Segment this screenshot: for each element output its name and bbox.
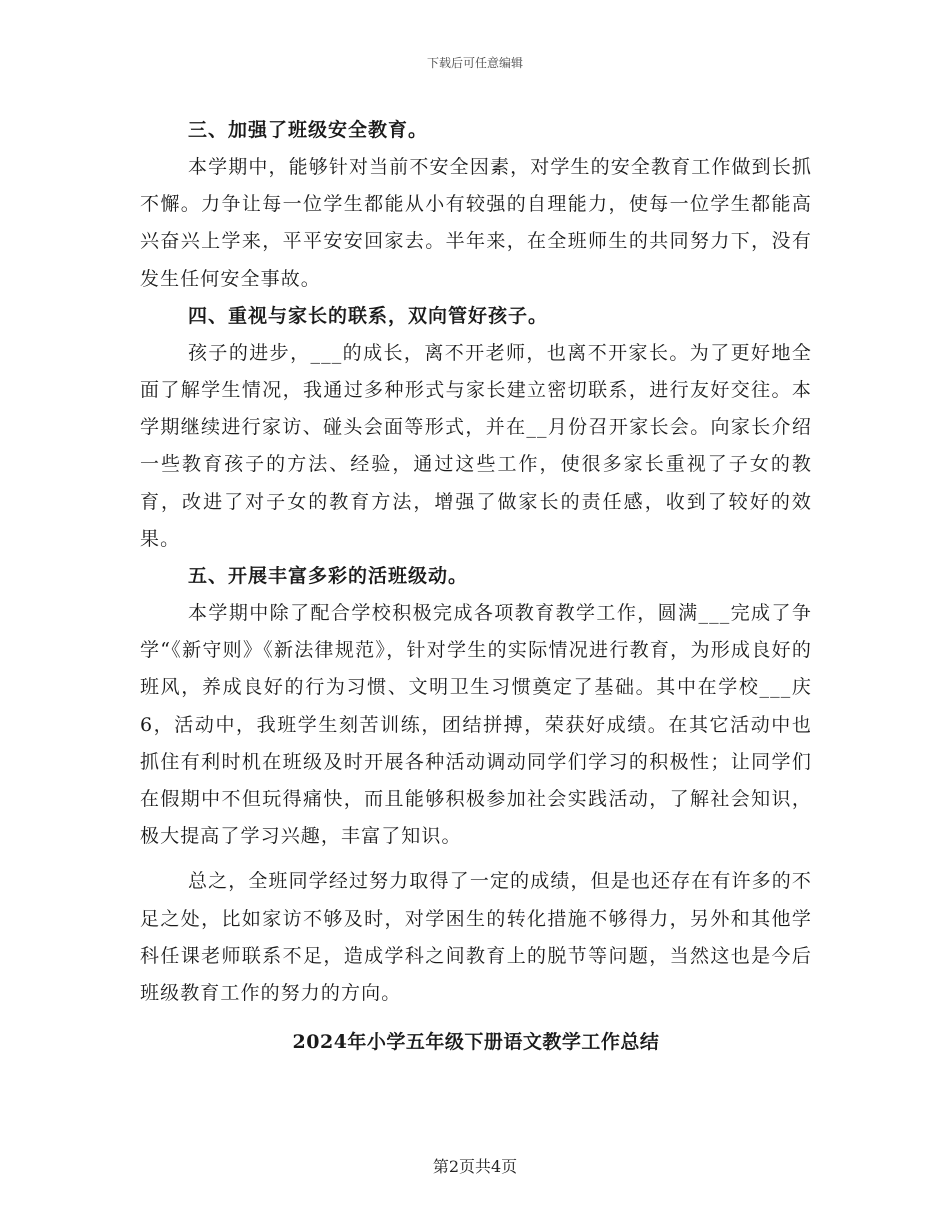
- conclusion-paragraph: 总之，全班同学经过努力取得了一定的成绩，但是也还存在有许多的不足之处，比如家访不够及时，对学困生的转化措施不够得力，另外和其他学科任课老师联系不足，造成学科之间教育上的脱节等问题，当然这也是今后班级教育工作的努力的方向。: [140, 870, 812, 1005]
- section-paragraph: 本学期中除了配合学校积极完成各项教育教学工作，圆满___完成了争学“《新守则》《新法律规范》，针对学生的实际情况进行教育，为形成良好的班风，养成良好的行为习惯、文明卫生习惯奠定了基础。其中在学校___庆6，活动中，我班学生刻苦训练，团结拼搏，荣获好成绩。在其它活动中也抓住有利时机在班级及时开展各种活动调动同学们学习的积极性；让同学们在假期中不但玩得痛快，而且能够积极参加社会实践活动，了解社会知识，极大提高了学习兴趣，丰富了知识。: [140, 602, 812, 848]
- section-heading: 四、重视与家长的联系，双向管好孩子。: [188, 304, 549, 327]
- next-document-title: 2024年小学五年级下册语文教学工作总结: [292, 1031, 660, 1054]
- section-heading: 三、加强了班级安全教育。: [188, 119, 429, 141]
- section-paragraph: 孩子的进步，___的成长，离不开老师，也离不开家长。为了更好地全面了解学生情况，我通过多种形式与家长建立密切联系，进行友好交往。本学期继续进行家访、碰头会面等形式，并在__月份召开家长会。向家长介绍一些教育孩子的方法、经验，通过这些工作，使很多家长重视了子女的教育，改进了对子女的教育方法，增强了做家长的责任感，收到了较好的效果。: [140, 341, 812, 550]
- page-number: 第2页共4页: [432, 1157, 518, 1176]
- section-paragraph: 本学期中，能够针对当前不安全因素，对学生的安全教育工作做到长抓不懈。力争让每一位学生都能从小有较强的自理能力，使每一位学生都能高兴奋兴上学来，平平安安回家去。半年来，在全班师生的共同努力下，没有发生任何安全事故。: [140, 156, 812, 290]
- document-body: [140, 112, 812, 1061]
- section-heading: 五、开展丰富多彩的活班级动。: [188, 565, 469, 588]
- header-note: 下载后可任意编辑: [426, 56, 523, 70]
